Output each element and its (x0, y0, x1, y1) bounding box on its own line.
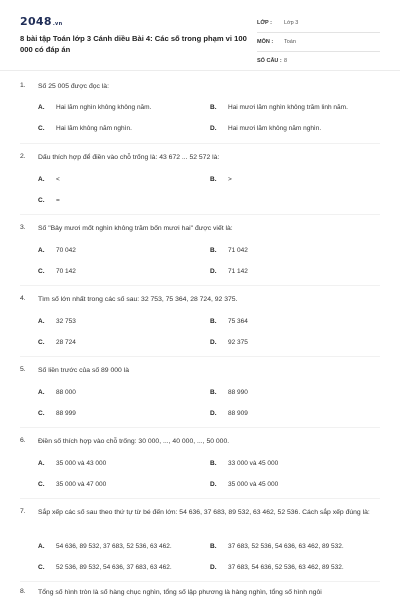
question-stem: Số liền trước của số 89 000 là (38, 367, 129, 374)
option-text: 35 000 và 47 000 (56, 481, 107, 488)
option-text: < (56, 176, 60, 183)
meta-row-grade (257, 14, 380, 33)
option-b[interactable] (210, 104, 348, 111)
option-text: 37 683, 52 536, 54 636, 63 462, 89 532. (228, 543, 344, 550)
option-letter: B. (210, 318, 217, 325)
question-number: 1. (20, 82, 26, 89)
option-text: Hai mươi lăm không năm nghìn. (228, 125, 322, 132)
option-letter: D. (210, 410, 217, 417)
meta-value: Lớp 3 (284, 20, 299, 26)
option-letter: D. (210, 268, 217, 275)
option-d[interactable] (210, 125, 321, 132)
site-logo[interactable] (20, 15, 62, 28)
option-letter: B. (210, 176, 217, 183)
meta-value: Toán (284, 39, 296, 45)
option-c[interactable] (38, 268, 76, 275)
option-text: 71 142 (228, 268, 248, 275)
option-text: 88 990 (228, 389, 248, 396)
option-letter: A. (38, 318, 45, 325)
option-b[interactable] (210, 176, 232, 183)
option-d[interactable] (210, 564, 344, 571)
option-a[interactable] (38, 104, 151, 111)
option-text: 88 000 (56, 389, 76, 396)
logo-tld: .vn (52, 21, 63, 27)
option-a[interactable] (38, 176, 60, 183)
option-a[interactable] (38, 460, 106, 467)
option-b[interactable] (210, 389, 248, 396)
option-text: 88 999 (56, 410, 76, 417)
option-text: Hai mươi lăm nghìn không trăm linh năm. (228, 104, 348, 111)
question-stem: Tìm số lớn nhất trong các số sau: 32 753, 75 364, 28 724, 92 375. (38, 296, 238, 303)
option-b[interactable] (210, 247, 248, 254)
question-stem: Sắp xếp các số sau theo thứ tự từ bé đến lớn: 54 636, 37 683, 89 532, 63 462, 52 536. Cách sắp xếp đúng là: (38, 509, 370, 516)
option-letter: C. (38, 197, 45, 204)
question-divider (20, 285, 380, 286)
question-stem: Tổng số hình tròn là số hàng chục nghìn, tổng số lập phương là hàng nghìn, tổng số hình ngôi (38, 589, 322, 596)
option-letter: D. (210, 125, 217, 132)
question-divider (20, 214, 380, 215)
question-stem: Số "Bảy mươi mốt nghìn không trăm bốn mươi hai" được viết là: (38, 225, 233, 232)
option-text: 71 042 (228, 247, 248, 254)
option-text: 35 000 và 43 000 (56, 460, 107, 467)
question-stem: Điền số thích hợp vào chỗ trống: 30 000, ..., 40 000, ..., 50 000. (38, 438, 230, 445)
option-text: 28 724 (56, 339, 76, 346)
option-d[interactable] (210, 339, 248, 346)
option-letter: B. (210, 247, 217, 254)
option-letter: D. (210, 481, 217, 488)
option-b[interactable] (210, 460, 278, 467)
meta-key: SỐ CÂU : (257, 58, 282, 64)
question-divider (20, 498, 380, 499)
question-number: 6. (20, 437, 26, 444)
option-letter: B. (210, 460, 217, 467)
option-c[interactable] (38, 564, 172, 571)
option-text: Hai lăm không năm nghìn. (56, 125, 132, 132)
question-number: 2. (20, 153, 26, 160)
document-header (0, 0, 400, 66)
question-stem: Số 25 005 được đọc là: (38, 83, 109, 90)
option-text: 70 042 (56, 247, 76, 254)
page-title: 8 bài tập Toán lớp 3 Cánh diều Bài 4: Các số trong phạm vi 100 000 có đáp án (20, 34, 247, 54)
question-8 (0, 588, 400, 600)
option-letter: A. (38, 543, 45, 550)
question-divider (20, 427, 380, 428)
option-c[interactable] (38, 481, 106, 488)
option-letter: C. (38, 125, 45, 132)
option-letter: B. (210, 389, 217, 396)
option-c[interactable] (38, 339, 76, 346)
meta-row-subject (257, 33, 380, 52)
option-c[interactable] (38, 410, 76, 417)
question-divider (20, 356, 380, 357)
option-letter: D. (210, 339, 217, 346)
option-d[interactable] (210, 268, 248, 275)
meta-table (257, 14, 380, 71)
meta-key: MÔN : (257, 39, 274, 45)
option-text: 92 375 (228, 339, 248, 346)
option-text: 54 636, 89 532, 37 683, 52 536, 63 462. (56, 543, 172, 550)
question-number: 7. (20, 508, 26, 515)
option-text: 75 364 (228, 318, 248, 325)
option-letter: A. (38, 176, 45, 183)
option-c[interactable] (38, 197, 60, 204)
option-letter: D. (210, 564, 217, 571)
question-number: 8. (20, 588, 26, 595)
logo-number: 2048 (20, 15, 52, 28)
option-text: = (56, 197, 60, 204)
option-text: 33 000 và 45 000 (228, 460, 279, 467)
option-letter: B. (210, 104, 217, 111)
option-letter: C. (38, 268, 45, 275)
option-a[interactable] (38, 247, 76, 254)
option-b[interactable] (210, 318, 248, 325)
option-text: 52 536, 89 532, 54 636, 37 683, 63 462. (56, 564, 172, 571)
question-stem: Dấu thích hợp để điền vào chỗ trống là: 43 672 ... 52 572 là: (38, 154, 220, 161)
option-text: > (228, 176, 232, 183)
meta-value: 8 (284, 58, 288, 64)
option-d[interactable] (210, 410, 248, 417)
option-text: 37 683, 54 636, 52 536, 63 462, 89 532. (228, 564, 344, 571)
option-text: 88 909 (228, 410, 248, 417)
option-text: 32 753 (56, 318, 76, 325)
option-letter: C. (38, 481, 45, 488)
option-a[interactable] (38, 543, 172, 550)
option-b[interactable] (210, 543, 344, 550)
question-divider (20, 143, 380, 144)
option-a[interactable] (38, 389, 76, 396)
option-letter: A. (38, 247, 45, 254)
option-letter: C. (38, 410, 45, 417)
question-number: 4. (20, 295, 26, 302)
question-number: 5. (20, 366, 26, 373)
header-divider (0, 70, 400, 71)
option-letter: B. (210, 543, 217, 550)
option-letter: A. (38, 104, 45, 111)
meta-row-count (257, 52, 380, 71)
question-divider (20, 581, 380, 582)
option-letter: C. (38, 339, 45, 346)
option-a[interactable] (38, 318, 76, 325)
option-letter: C. (38, 564, 45, 571)
meta-key: LỚP : (257, 20, 272, 26)
option-c[interactable] (38, 125, 132, 132)
option-letter: A. (38, 460, 45, 467)
option-d[interactable] (210, 481, 278, 488)
option-letter: A. (38, 389, 45, 396)
option-text: Hai lăm nghìn không không năm. (56, 104, 152, 111)
option-text: 70 142 (56, 268, 76, 275)
option-text: 35 000 và 45 000 (228, 481, 279, 488)
question-number: 3. (20, 224, 26, 231)
